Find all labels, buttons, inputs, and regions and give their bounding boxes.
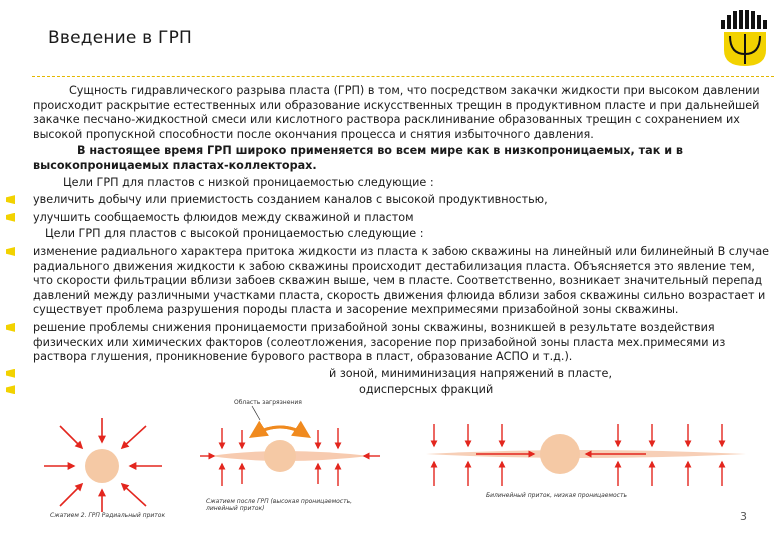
list-item-low-goal-1: увеличить добычу или приемистость созданием каналов с высокой продуктивностью,: [33, 193, 771, 208]
figure-linear-caption: Сжатием после ГРП (высокая проницаемость, линейный приток): [206, 498, 353, 512]
slide-title: Введение в ГРП: [48, 28, 193, 48]
heading-high-permeability: Цели ГРП для пластов с высокой проницаемостью следующие :: [45, 227, 424, 241]
list-item-low-goal-2: улучшить сообщаемость флюидов между скважиной и пластом: [33, 211, 771, 226]
figure-radial-inflow: [30, 412, 190, 512]
slide-body: [33, 84, 771, 398]
list-item-high-goal-3: [33, 367, 771, 382]
title-divider: [32, 76, 774, 77]
list-item-high-goal-1: изменение радиального характера притока жидкости из пласта к забою скважины на линейный или билинейный В случае радиального движения жидкости к забою скважины происходит дестабилизация пласта. Объясняется это явление тем, что скорости фильтрации вблизи забоев скважин выше, чем в пласте. Соответственно, возникает значительный перепад давлений между различными участками пласта, скорость движения флюида вблизи забоя скважины сильно возрастает и существует проблема разрушения породы пласта и засорение мехпримесями призабойной зоны скважины.: [33, 244, 770, 317]
figure-bilinear-caption: Билинейный приток, низкая проницаемость: [486, 492, 627, 499]
high-goal-3-visible-tail: й зоной, миниминизация напряжений в пласте,: [329, 366, 612, 380]
figure-bilinear-inflow: [416, 418, 756, 490]
figure-linear-inflow: [200, 406, 380, 498]
well-circle: [264, 440, 296, 472]
well-circle: [540, 434, 580, 474]
list-item-high-goal-4: [33, 383, 771, 398]
page-number: 3: [740, 510, 747, 523]
high-goal-4-visible-tail: одисперсных фракций: [359, 383, 494, 397]
heading-low-permeability: Цели ГРП для пластов с низкой проницаемостью следующие :: [63, 175, 434, 189]
list-item-high-goal-2: решение проблемы снижения проницаемости призабойной зоны скважины, возникшей в результате воздействия физических или химических факторов (солеотложения, засорение пор призабойной зоны пласта мех.примесями из раствора глушения, проникновение бурового раствора в пласт, образование АСПО и т.д.).: [33, 321, 771, 365]
well-circle: [85, 449, 119, 483]
paragraph-usage: В настоящее время ГРП широко применяется во всем мире как в низкопроницаемых, так и в высокопроницаемых пластах-коллекторах.: [33, 144, 684, 172]
company-logo-icon: [718, 10, 772, 68]
paragraph-definition: Сущность гидравлического разрыва пласта (ГРП) в том, что посредством закачки жидкости при высоком давлении происходит раскрытие естественных или образование искусственных трещин в продуктивном пласте и при дальнейшей закачке песчано-жидкостной смеси или кислотного раствора расклинивание образованных трещин с сохранением их высокой пропускной способности после окончания процесса и снятия избыточного давления.: [33, 84, 760, 141]
figure-radial-caption: Сжатием 2. ГРП Радиальный приток: [50, 512, 166, 519]
figure-contamination-label: Область загрязнения: [234, 399, 302, 406]
